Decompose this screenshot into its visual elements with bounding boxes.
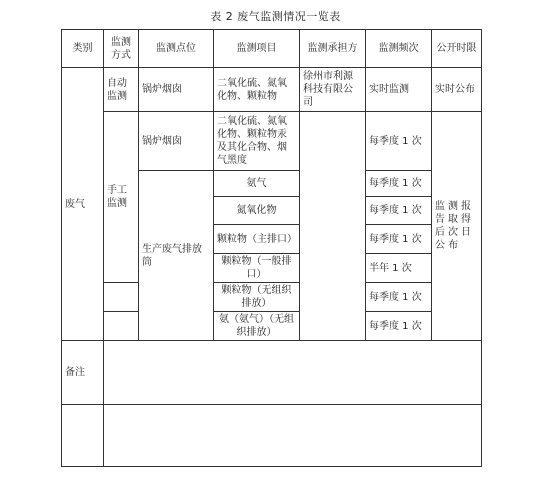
freq-ammonia-fugitive-cell: 每季度 1 次 [366,312,432,341]
blank-row [62,405,482,467]
blank-cell [104,405,482,467]
method-empty-cell [104,312,139,341]
freq-nox-cell: 每季度 1 次 [366,197,432,225]
table-title: 表 2 废气监测情况一览表 [210,10,341,23]
item-ammonia-fugitive-cell: 氨（氨气）（无组织排放） [214,312,300,341]
freq-boiler-cell: 每季度 1 次 [366,112,432,171]
disclosure-manual-cell: 监测报告取得后次日公布 [432,112,482,341]
header-frequency: 监测频次 [366,30,432,68]
table-row [62,312,482,341]
header-category: 类别 [62,30,104,68]
table-row [62,283,482,312]
freq-pm-fugitive-cell: 每季度 1 次 [366,283,432,312]
header-item: 监测项目 [214,30,300,68]
disclosure-auto-cell: 实时公布 [432,68,482,112]
point-production-cell: 生产废气排放筒 [139,171,214,341]
table-row [62,68,482,112]
table-row [62,112,482,171]
item-pm-main-cell: 颗粒物（主排口） [214,225,300,254]
contractor-cell: 徐州市利源科技有限公司 [300,68,366,112]
remarks-row [62,341,482,405]
item-nox-cell: 氮氧化物 [214,197,300,225]
point-boiler-auto-cell: 锅炉烟囱 [139,68,214,112]
item-ammonia-cell: 氨气 [214,171,300,197]
item-boiler-manual-cell: 二氧化硫、氮氧化物、颗粒物汞及其化合物、烟气黑度 [214,112,300,171]
freq-pm-main-cell: 每季度 1 次 [366,225,432,254]
contractor-empty-cell [300,112,366,341]
blank-cell [62,405,104,467]
header-method: 监测方式 [104,30,139,68]
header-disclosure: 公开时限 [432,30,482,68]
header-row [62,30,482,68]
freq-ammonia-cell: 每季度 1 次 [366,171,432,197]
freq-pm-general-cell: 半年 1 次 [366,254,432,283]
item-auto-cell: 二氧化硫、氮氧化物、颗粒物 [214,68,300,112]
freq-auto-cell: 实时监测 [366,68,432,112]
header-contractor: 监测承担方 [300,30,366,68]
item-pm-fugitive-cell: 颗粒物（无组织排放） [214,283,300,312]
item-pm-general-cell: 颗粒物（一般排口） [214,254,300,283]
method-manual-cell: 手工监测 [104,112,139,283]
remarks-content-cell [104,341,482,405]
point-boiler-manual-cell: 锅炉烟囱 [139,112,214,171]
header-point: 监测点位 [139,30,214,68]
method-empty-cell [104,283,139,312]
remarks-label-cell: 备注 [62,341,104,405]
method-auto-cell: 自动监测 [104,68,139,112]
category-cell: 废气 [62,68,104,341]
exhaust-gas-monitoring-table [61,29,482,467]
